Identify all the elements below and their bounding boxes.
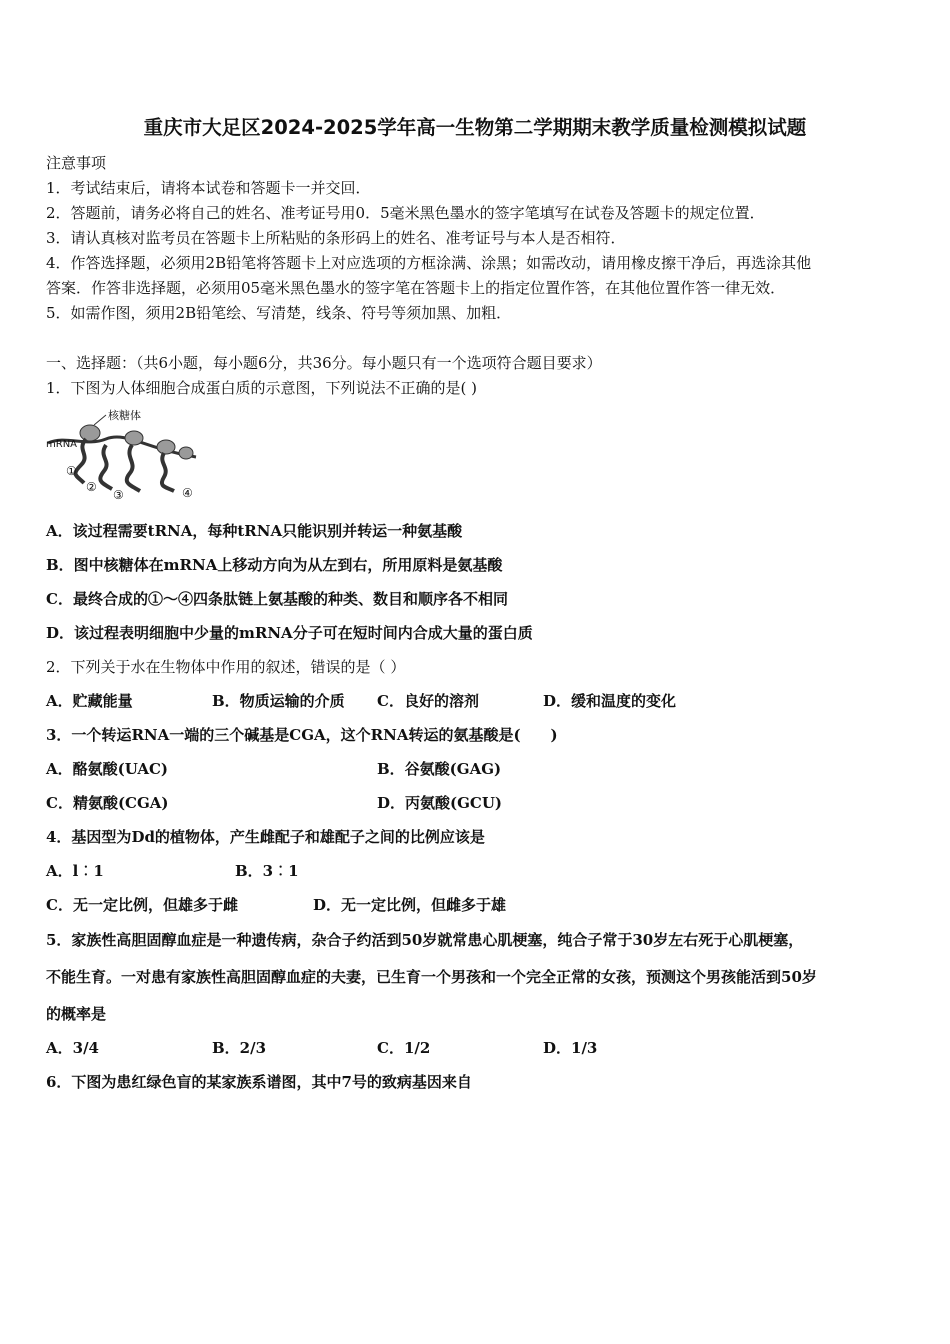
translation-diagram — [46, 405, 201, 505]
q5-option-d: D．1/3 — [543, 1039, 598, 1057]
notice-item: 1．考试结束后，请将本试卷和答题卡一并交回． — [46, 179, 371, 197]
q1-option-b: B．图中核糖体在mRNA上移动方向为从左到右，所用原料是氨基酸 — [46, 556, 503, 574]
question-5-line-2: 不能生育。一对患有家族性高胆固醇血症的夫妻，已生育一个男孩和一个完全正常的女孩，预测这个男孩能活到50岁 — [46, 968, 817, 986]
q4-option-c: C．无一定比例，但雄多于雌 — [46, 896, 238, 914]
q4-option-b: B．3︰1 — [235, 862, 299, 880]
q2-option-c: C．良好的溶剂 — [377, 692, 479, 710]
page-title: 重庆市大足区2024-2025学年高一生物第二学期期末教学质量检测模拟试题 — [143, 116, 807, 139]
ribosome-shape — [125, 431, 143, 445]
chain-3-label: ③ — [113, 488, 124, 502]
q5-option-b: B．2/3 — [212, 1039, 267, 1057]
q4-option-a: A．l︰1 — [46, 862, 104, 880]
ribosome-shape — [157, 440, 175, 454]
notice-item: 4．作答选择题，必须用2B铅笔将答题卡上对应选项的方框涂满、涂黑；如需改动，请用橡皮擦干净后，再选涂其他 — [46, 254, 812, 272]
question-2-stem: 2．下列关于水在生物体中作用的叙述，错误的是（ ） — [46, 658, 406, 676]
notice-item: 3．请认真核对监考员在答题卡上所粘贴的条形码上的姓名、准考证号与本人是否相符． — [46, 229, 626, 247]
q2-option-a: A．贮藏能量 — [46, 692, 133, 710]
q5-option-c: C．1/2 — [377, 1039, 431, 1057]
chain-1-label: ① — [66, 464, 77, 478]
q4-option-d: D．无一定比例，但雌多于雄 — [313, 896, 507, 914]
q5-option-a: A．3/4 — [46, 1039, 99, 1057]
question-4-stem: 4．基因型为Dd的植物体，产生雌配子和雄配子之间的比例应该是 — [46, 828, 485, 846]
chain-2-label: ② — [86, 480, 97, 494]
ribosome-shape — [80, 425, 100, 441]
question-6-stem: 6．下图为患红绿色盲的某家族系谱图，其中7号的致病基因来自 — [46, 1073, 472, 1091]
notice-item: 答案．作答非选择题，必须用05毫米黑色墨水的签字笔在答题卡上的指定位置作答，在其他位置作答一律无效． — [46, 279, 786, 297]
notice-item: 5．如需作图，须用2B铅笔绘、写清楚，线条、符号等须加黑、加粗． — [46, 304, 512, 322]
mrna-label: mRNA — [46, 439, 78, 450]
question-5-line-3: 的概率是 — [46, 1005, 107, 1023]
q3-option-c: C．精氨酸(CGA) — [46, 794, 169, 812]
q3-option-b: B．谷氨酸(GAG) — [377, 760, 502, 778]
question-1-stem: 1．下图为人体细胞合成蛋白质的示意图，下列说法不正确的是( ) — [46, 379, 478, 397]
q1-option-c: C．最终合成的①～④四条肽链上氨基酸的种类、数目和顺序各不相同 — [46, 590, 508, 608]
section-heading: 一、选择题：（共6小题，每小题6分，共36分。每小题只有一个选项符合题目要求） — [46, 354, 602, 372]
chain-4-label: ④ — [182, 486, 193, 500]
q2-option-d: D．缓和温度的变化 — [543, 692, 677, 710]
notice-heading: 注意事项 — [46, 154, 107, 172]
ribosome-shape — [179, 447, 193, 459]
question-3-stem: 3．一个转运RNA一端的三个碱基是CGA，这个RNA转运的氨基酸是( ) — [46, 726, 558, 744]
notice-item: 2．答题前，请务必将自己的姓名、准考证号用0．5毫米黑色墨水的签字笔填写在试卷及答题卡的规定位置． — [46, 204, 765, 222]
question-5-line-1: 5．家族性高胆固醇血症是一种遗传病，杂合子约活到50岁就常患心肌梗塞，纯合子常于30岁左右死于心肌梗塞， — [46, 931, 804, 949]
q1-option-a: A．该过程需要tRNA，每种tRNA只能识别并转运一种氨基酸 — [46, 522, 463, 540]
q3-option-d: D．丙氨酸(GCU) — [377, 794, 503, 812]
q3-option-a: A．酪氨酸(UAC) — [46, 760, 169, 778]
ribosome-label: 核糖体 — [108, 409, 141, 422]
q1-option-d: D．该过程表明细胞中少量的mRNA分子可在短时间内合成大量的蛋白质 — [46, 624, 533, 642]
q2-option-b: B．物质运输的介质 — [212, 692, 345, 710]
